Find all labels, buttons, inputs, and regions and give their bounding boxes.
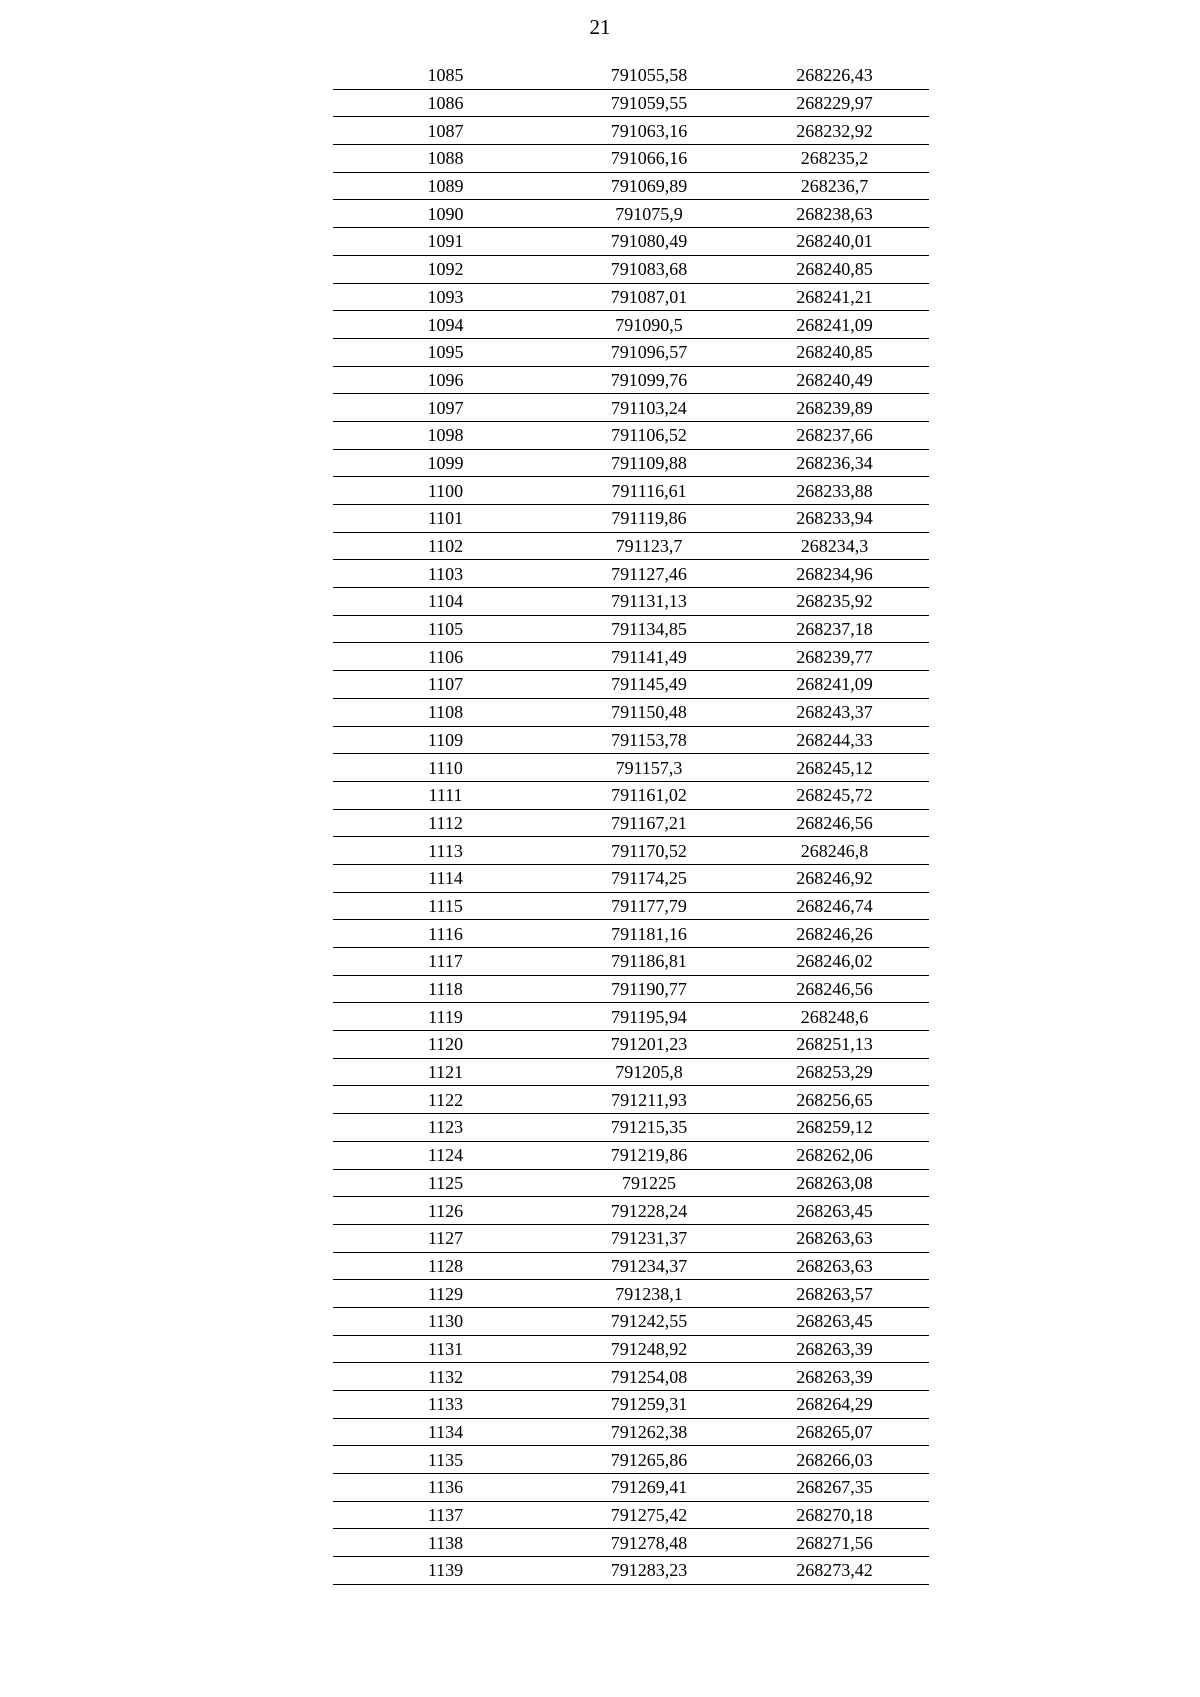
y-coordinate-cell: 268263,57: [740, 1280, 929, 1308]
point-number-cell: 1111: [333, 781, 558, 809]
y-coordinate-cell: 268241,09: [740, 671, 929, 699]
table-row: [333, 1058, 929, 1086]
point-number-cell: 1137: [333, 1501, 558, 1529]
x-coordinate-cell: 791190,77: [558, 975, 740, 1003]
x-coordinate-cell: 791174,25: [558, 864, 740, 892]
y-coordinate-cell: 268246,92: [740, 864, 929, 892]
table-row: [333, 477, 929, 505]
y-coordinate-cell: 268238,63: [740, 200, 929, 228]
table-row: [333, 449, 929, 477]
table-row: [333, 809, 929, 837]
table-row: [333, 62, 929, 89]
y-coordinate-cell: 268259,12: [740, 1114, 929, 1142]
table-row: [333, 338, 929, 366]
table-row: [333, 311, 929, 339]
point-number-cell: 1139: [333, 1557, 558, 1585]
table-row: [333, 172, 929, 200]
y-coordinate-cell: 268273,42: [740, 1557, 929, 1585]
table-row: [333, 1418, 929, 1446]
y-coordinate-cell: 268232,92: [740, 117, 929, 145]
table-row: [333, 1086, 929, 1114]
point-number-cell: 1092: [333, 255, 558, 283]
table-row: [333, 754, 929, 782]
x-coordinate-cell: 791167,21: [558, 809, 740, 837]
table-row: [333, 975, 929, 1003]
x-coordinate-cell: 791090,5: [558, 311, 740, 339]
table-row: [333, 366, 929, 394]
point-number-cell: 1132: [333, 1363, 558, 1391]
point-number-cell: 1103: [333, 560, 558, 588]
x-coordinate-cell: 791177,79: [558, 892, 740, 920]
point-number-cell: 1106: [333, 643, 558, 671]
x-coordinate-cell: 791215,35: [558, 1114, 740, 1142]
x-coordinate-cell: 791083,68: [558, 255, 740, 283]
table-row: [333, 1280, 929, 1308]
point-number-cell: 1117: [333, 948, 558, 976]
y-coordinate-cell: 268262,06: [740, 1141, 929, 1169]
y-coordinate-cell: 268246,26: [740, 920, 929, 948]
x-coordinate-cell: 791238,1: [558, 1280, 740, 1308]
y-coordinate-cell: 268234,3: [740, 532, 929, 560]
point-number-cell: 1124: [333, 1141, 558, 1169]
x-coordinate-cell: 791205,8: [558, 1058, 740, 1086]
y-coordinate-cell: 268246,56: [740, 809, 929, 837]
point-number-cell: 1129: [333, 1280, 558, 1308]
x-coordinate-cell: 791141,49: [558, 643, 740, 671]
y-coordinate-cell: 268263,08: [740, 1169, 929, 1197]
point-number-cell: 1107: [333, 671, 558, 699]
point-number-cell: 1096: [333, 366, 558, 394]
table-row: [333, 1363, 929, 1391]
x-coordinate-cell: 791150,48: [558, 698, 740, 726]
y-coordinate-cell: 268244,33: [740, 726, 929, 754]
y-coordinate-cell: 268229,97: [740, 89, 929, 117]
x-coordinate-cell: 791248,92: [558, 1335, 740, 1363]
y-coordinate-cell: 268270,18: [740, 1501, 929, 1529]
y-coordinate-cell: 268243,37: [740, 698, 929, 726]
y-coordinate-cell: 268234,96: [740, 560, 929, 588]
x-coordinate-cell: 791231,37: [558, 1224, 740, 1252]
x-coordinate-cell: 791161,02: [558, 781, 740, 809]
point-number-cell: 1133: [333, 1391, 558, 1419]
table-row: [333, 698, 929, 726]
y-coordinate-cell: 268246,8: [740, 837, 929, 865]
table-row: [333, 726, 929, 754]
x-coordinate-cell: 791157,3: [558, 754, 740, 782]
y-coordinate-cell: 268235,2: [740, 145, 929, 173]
x-coordinate-cell: 791254,08: [558, 1363, 740, 1391]
x-coordinate-cell: 791055,58: [558, 62, 740, 89]
table-row: [333, 505, 929, 533]
x-coordinate-cell: 791059,55: [558, 89, 740, 117]
point-number-cell: 1119: [333, 1003, 558, 1031]
table-row: [333, 1003, 929, 1031]
table-row: [333, 1446, 929, 1474]
point-number-cell: 1125: [333, 1169, 558, 1197]
x-coordinate-cell: 791181,16: [558, 920, 740, 948]
point-number-cell: 1105: [333, 615, 558, 643]
point-number-cell: 1121: [333, 1058, 558, 1086]
table-row: [333, 1501, 929, 1529]
y-coordinate-cell: 268246,02: [740, 948, 929, 976]
point-number-cell: 1087: [333, 117, 558, 145]
table-row: [333, 228, 929, 256]
x-coordinate-cell: 791153,78: [558, 726, 740, 754]
point-number-cell: 1088: [333, 145, 558, 173]
table-row: [333, 1114, 929, 1142]
x-coordinate-cell: 791269,41: [558, 1474, 740, 1502]
table-row: [333, 1031, 929, 1059]
table-row: [333, 1197, 929, 1225]
point-number-cell: 1115: [333, 892, 558, 920]
x-coordinate-cell: 791145,49: [558, 671, 740, 699]
x-coordinate-cell: 791134,85: [558, 615, 740, 643]
x-coordinate-cell: 791186,81: [558, 948, 740, 976]
y-coordinate-cell: 268263,45: [740, 1197, 929, 1225]
y-coordinate-cell: 268237,18: [740, 615, 929, 643]
point-number-cell: 1127: [333, 1224, 558, 1252]
point-number-cell: 1138: [333, 1529, 558, 1557]
y-coordinate-cell: 268248,6: [740, 1003, 929, 1031]
x-coordinate-cell: 791119,86: [558, 505, 740, 533]
x-coordinate-cell: 791131,13: [558, 588, 740, 616]
point-number-cell: 1128: [333, 1252, 558, 1280]
point-number-cell: 1099: [333, 449, 558, 477]
table-row: [333, 588, 929, 616]
point-number-cell: 1131: [333, 1335, 558, 1363]
coordinates-table-body: [333, 62, 929, 1584]
x-coordinate-cell: 791211,93: [558, 1086, 740, 1114]
table-row: [333, 948, 929, 976]
table-row: [333, 837, 929, 865]
table-row: [333, 1474, 929, 1502]
x-coordinate-cell: 791283,23: [558, 1557, 740, 1585]
x-coordinate-cell: 791109,88: [558, 449, 740, 477]
table-row: [333, 560, 929, 588]
table-row: [333, 1169, 929, 1197]
table-row: [333, 1307, 929, 1335]
point-number-cell: 1123: [333, 1114, 558, 1142]
point-number-cell: 1134: [333, 1418, 558, 1446]
x-coordinate-cell: 791123,7: [558, 532, 740, 560]
point-number-cell: 1093: [333, 283, 558, 311]
point-number-cell: 1136: [333, 1474, 558, 1502]
point-number-cell: 1089: [333, 172, 558, 200]
point-number-cell: 1090: [333, 200, 558, 228]
y-coordinate-cell: 268245,12: [740, 754, 929, 782]
table-row: [333, 283, 929, 311]
point-number-cell: 1122: [333, 1086, 558, 1114]
y-coordinate-cell: 268265,07: [740, 1418, 929, 1446]
table-row: [333, 532, 929, 560]
x-coordinate-cell: 791262,38: [558, 1418, 740, 1446]
point-number-cell: 1086: [333, 89, 558, 117]
point-number-cell: 1116: [333, 920, 558, 948]
point-number-cell: 1113: [333, 837, 558, 865]
point-number-cell: 1100: [333, 477, 558, 505]
table-row: [333, 1252, 929, 1280]
x-coordinate-cell: 791075,9: [558, 200, 740, 228]
table-row: [333, 864, 929, 892]
point-number-cell: 1095: [333, 338, 558, 366]
point-number-cell: 1091: [333, 228, 558, 256]
point-number-cell: 1094: [333, 311, 558, 339]
table-row: [333, 643, 929, 671]
y-coordinate-cell: 268239,77: [740, 643, 929, 671]
x-coordinate-cell: 791069,89: [558, 172, 740, 200]
x-coordinate-cell: 791278,48: [558, 1529, 740, 1557]
table-row: [333, 781, 929, 809]
y-coordinate-cell: 268246,56: [740, 975, 929, 1003]
point-number-cell: 1104: [333, 588, 558, 616]
y-coordinate-cell: 268266,03: [740, 1446, 929, 1474]
y-coordinate-cell: 268241,09: [740, 311, 929, 339]
x-coordinate-cell: 791201,23: [558, 1031, 740, 1059]
y-coordinate-cell: 268263,63: [740, 1224, 929, 1252]
point-number-cell: 1101: [333, 505, 558, 533]
y-coordinate-cell: 268246,74: [740, 892, 929, 920]
y-coordinate-cell: 268267,35: [740, 1474, 929, 1502]
table-row: [333, 1557, 929, 1585]
point-number-cell: 1112: [333, 809, 558, 837]
x-coordinate-cell: 791080,49: [558, 228, 740, 256]
point-number-cell: 1110: [333, 754, 558, 782]
point-number-cell: 1109: [333, 726, 558, 754]
point-number-cell: 1118: [333, 975, 558, 1003]
y-coordinate-cell: 268226,43: [740, 62, 929, 89]
y-coordinate-cell: 268241,21: [740, 283, 929, 311]
y-coordinate-cell: 268240,49: [740, 366, 929, 394]
x-coordinate-cell: 791106,52: [558, 421, 740, 449]
table-row: [333, 1335, 929, 1363]
point-number-cell: 1114: [333, 864, 558, 892]
y-coordinate-cell: 268236,34: [740, 449, 929, 477]
y-coordinate-cell: 268233,88: [740, 477, 929, 505]
table-row: [333, 421, 929, 449]
y-coordinate-cell: 268263,63: [740, 1252, 929, 1280]
y-coordinate-cell: 268264,29: [740, 1391, 929, 1419]
y-coordinate-cell: 268271,56: [740, 1529, 929, 1557]
table-row: [333, 145, 929, 173]
y-coordinate-cell: 268233,94: [740, 505, 929, 533]
x-coordinate-cell: 791219,86: [558, 1141, 740, 1169]
x-coordinate-cell: 791195,94: [558, 1003, 740, 1031]
point-number-cell: 1120: [333, 1031, 558, 1059]
y-coordinate-cell: 268253,29: [740, 1058, 929, 1086]
y-coordinate-cell: 268240,85: [740, 338, 929, 366]
page-number: 21: [589, 15, 611, 39]
y-coordinate-cell: 268235,92: [740, 588, 929, 616]
y-coordinate-cell: 268263,39: [740, 1335, 929, 1363]
x-coordinate-cell: 791259,31: [558, 1391, 740, 1419]
y-coordinate-cell: 268240,01: [740, 228, 929, 256]
table-row: [333, 1141, 929, 1169]
x-coordinate-cell: 791275,42: [558, 1501, 740, 1529]
y-coordinate-cell: 268256,65: [740, 1086, 929, 1114]
point-number-cell: 1135: [333, 1446, 558, 1474]
point-number-cell: 1130: [333, 1307, 558, 1335]
table-row: [333, 200, 929, 228]
x-coordinate-cell: 791087,01: [558, 283, 740, 311]
y-coordinate-cell: 268263,39: [740, 1363, 929, 1391]
point-number-cell: 1108: [333, 698, 558, 726]
x-coordinate-cell: 791234,37: [558, 1252, 740, 1280]
table-row: [333, 615, 929, 643]
x-coordinate-cell: 791116,61: [558, 477, 740, 505]
coordinates-table: [333, 62, 929, 1585]
table-row: [333, 920, 929, 948]
x-coordinate-cell: 791170,52: [558, 837, 740, 865]
y-coordinate-cell: 268240,85: [740, 255, 929, 283]
point-number-cell: 1085: [333, 62, 558, 89]
y-coordinate-cell: 268237,66: [740, 421, 929, 449]
x-coordinate-cell: 791099,76: [558, 366, 740, 394]
x-coordinate-cell: 791127,46: [558, 560, 740, 588]
x-coordinate-cell: 791063,16: [558, 117, 740, 145]
x-coordinate-cell: 791242,55: [558, 1307, 740, 1335]
y-coordinate-cell: 268251,13: [740, 1031, 929, 1059]
y-coordinate-cell: 268236,7: [740, 172, 929, 200]
table-row: [333, 1391, 929, 1419]
point-number-cell: 1098: [333, 421, 558, 449]
table-row: [333, 394, 929, 422]
table-row: [333, 89, 929, 117]
point-number-cell: 1126: [333, 1197, 558, 1225]
y-coordinate-cell: 268239,89: [740, 394, 929, 422]
table-row: [333, 1529, 929, 1557]
table-row: [333, 255, 929, 283]
y-coordinate-cell: 268245,72: [740, 781, 929, 809]
table-row: [333, 117, 929, 145]
point-number-cell: 1102: [333, 532, 558, 560]
x-coordinate-cell: 791103,24: [558, 394, 740, 422]
x-coordinate-cell: 791225: [558, 1169, 740, 1197]
table-row: [333, 1224, 929, 1252]
table-row: [333, 892, 929, 920]
x-coordinate-cell: 791066,16: [558, 145, 740, 173]
x-coordinate-cell: 791228,24: [558, 1197, 740, 1225]
x-coordinate-cell: 791265,86: [558, 1446, 740, 1474]
table-row: [333, 671, 929, 699]
x-coordinate-cell: 791096,57: [558, 338, 740, 366]
y-coordinate-cell: 268263,45: [740, 1307, 929, 1335]
point-number-cell: 1097: [333, 394, 558, 422]
